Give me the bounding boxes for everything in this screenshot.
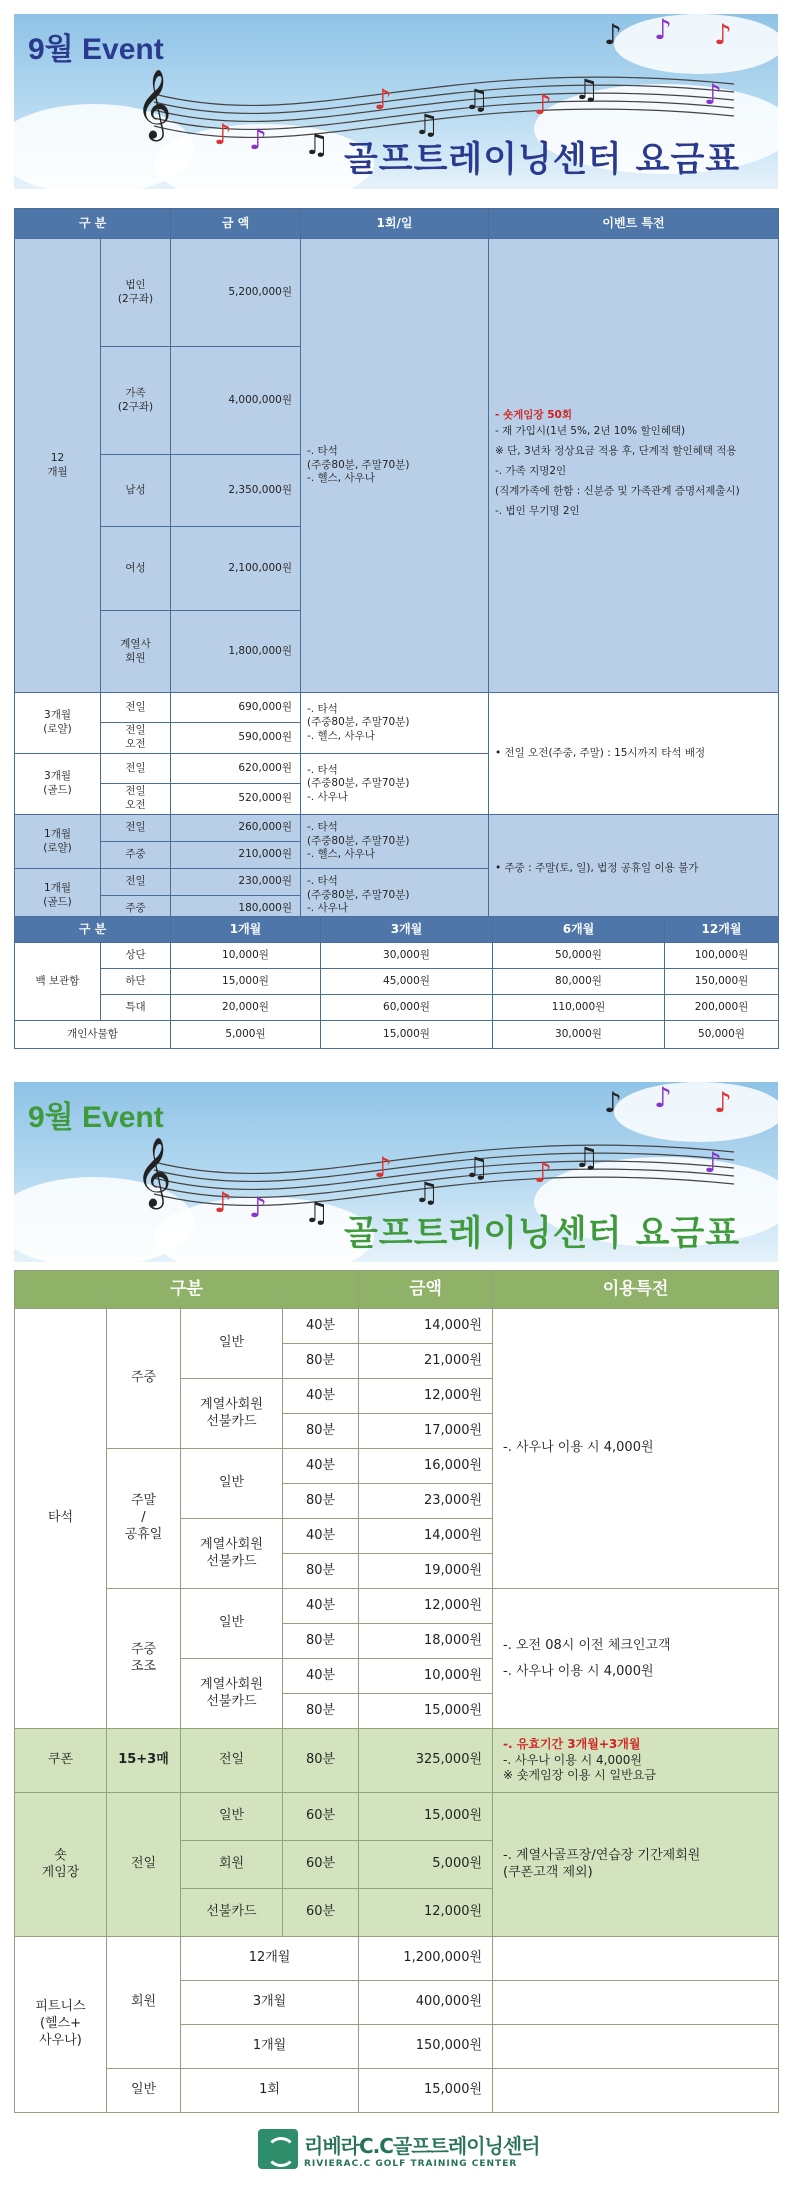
type-label: 전일 [101, 754, 171, 784]
period-1m-royal: 1개월 (로얄) [15, 815, 101, 869]
price: 17,000원 [359, 1414, 493, 1449]
price: 14,000원 [359, 1519, 493, 1554]
duration: 40분 [283, 1519, 359, 1554]
svg-text:♪: ♪ [374, 83, 392, 116]
type-label: 법인 (2구좌) [101, 239, 171, 347]
header-category: 구분 [15, 1271, 359, 1309]
price: 2,100,000원 [171, 527, 301, 611]
header-1m: 1개월 [171, 917, 321, 943]
price: 5,200,000원 [171, 239, 301, 347]
duration: 80분 [283, 1729, 359, 1793]
duration: 80분 [283, 1484, 359, 1519]
short-game-benefit: -. 계열사골프장/연습장 기간제회원 (쿠폰고객 제외) [493, 1793, 779, 1937]
golf-logo-icon [258, 2129, 298, 2169]
svg-text:♪: ♪ [714, 18, 732, 51]
fitness-general-label: 일반 [107, 2069, 181, 2113]
price: 19,000원 [359, 1554, 493, 1589]
fitness-period: 1회 [181, 2069, 359, 2113]
price: 23,000원 [359, 1484, 493, 1519]
svg-text:♫: ♫ [304, 1196, 330, 1229]
svg-text:♪: ♪ [604, 1086, 622, 1119]
price: 30,000원 [321, 943, 493, 969]
price: 260,000원 [171, 815, 301, 842]
event-label: 9월 Event [28, 1101, 164, 1134]
svg-text:♪: ♪ [704, 78, 722, 111]
type-label: 여성 [101, 527, 171, 611]
duration: 60분 [283, 1793, 359, 1841]
type-label: 가족 (2구좌) [101, 347, 171, 455]
locker-label: 개인사물함 [15, 1021, 171, 1049]
type-label: 주중 [101, 896, 171, 923]
svg-text:♫: ♫ [574, 1141, 600, 1174]
bag-type: 특대 [101, 995, 171, 1021]
type-label: 전일 오전 [101, 784, 171, 815]
price: 30,000원 [493, 1021, 665, 1049]
coupon-notes: -. 사우나 이용 시 4,000원 ※ 숏게임장 이용 시 일반요금 [503, 1752, 656, 1783]
svg-text:♪: ♪ [714, 1086, 732, 1119]
duration: 60분 [283, 1841, 359, 1889]
early-morning-label: 주중 조조 [107, 1589, 181, 1729]
empty-cell [493, 2025, 779, 2069]
type-label: 전일 오전 [101, 723, 171, 754]
empty-cell [493, 1937, 779, 1981]
price: 1,800,000원 [171, 611, 301, 693]
fitness-label: 피트니스 (헬스+ 사우나) [15, 1937, 107, 2113]
price: 80,000원 [493, 969, 665, 995]
svg-text:♫: ♫ [464, 1151, 490, 1184]
member-label: 계열사회원 선불카드 [181, 1379, 283, 1449]
price: 180,000원 [171, 896, 301, 923]
header-price: 금 액 [171, 209, 301, 239]
price: 4,000,000원 [171, 347, 301, 455]
member-label: 계열사회원 선불카드 [181, 1519, 283, 1589]
period-1m-gold: 1개월 (골드) [15, 869, 101, 923]
price: 50,000원 [493, 943, 665, 969]
price: 21,000원 [359, 1344, 493, 1379]
type-label: 주중 [101, 842, 171, 869]
banner-top [14, 14, 778, 189]
event-highlight: - 숏게임장 50회 [495, 408, 572, 421]
price: 15,000원 [171, 969, 321, 995]
price: 15,000원 [359, 2069, 493, 2113]
all-day-label: 전일 [107, 1793, 181, 1937]
event-weekday: • 주중 : 주말(토, 일), 법정 공휴일 이용 불가 [489, 815, 779, 923]
svg-text:𝄞: 𝄞 [136, 1137, 172, 1207]
coupon-count: 15+3매 [107, 1729, 181, 1793]
svg-text:♪: ♪ [534, 1156, 552, 1189]
svg-text:♪: ♪ [214, 1186, 232, 1219]
duration: 40분 [283, 1589, 359, 1624]
fitness-period: 12개월 [181, 1937, 359, 1981]
price: 5,000원 [171, 1021, 321, 1049]
banner-bottom [14, 1082, 778, 1262]
price: 15,000원 [359, 1694, 493, 1729]
usage-text: -. 타석 (주중80분, 주말70분) -. 헬스, 사우나 [301, 239, 489, 693]
price: 230,000원 [171, 869, 301, 896]
header-category: 구 분 [15, 209, 171, 239]
price: 2,350,000원 [171, 455, 301, 527]
price: 20,000원 [171, 995, 321, 1021]
fitness-period: 3개월 [181, 1981, 359, 2025]
price: 18,000원 [359, 1624, 493, 1659]
fitness-member-label: 회원 [107, 1937, 181, 2069]
usage-text: -. 타석 (주중80분, 주말70분) -. 헬스, 사우나 [301, 815, 489, 869]
coupon-label: 쿠폰 [15, 1729, 107, 1793]
duration: 80분 [283, 1554, 359, 1589]
member-label: 계열사회원 선불카드 [181, 1659, 283, 1729]
svg-text:♪: ♪ [249, 123, 267, 156]
svg-text:♪: ♪ [249, 1191, 267, 1224]
price: 60,000원 [321, 995, 493, 1021]
usage-text: -. 타석 (주중80분, 주말70분) -. 헬스, 사우나 [301, 693, 489, 754]
bag-storage-table [14, 916, 779, 1049]
price: 325,000원 [359, 1729, 493, 1793]
price: 400,000원 [359, 1981, 493, 2025]
membership-price-table [14, 208, 779, 923]
type-label: 남성 [101, 455, 171, 527]
price: 50,000원 [665, 1021, 779, 1049]
duration: 80분 [283, 1694, 359, 1729]
svg-text:♪: ♪ [704, 1146, 722, 1179]
price: 10,000원 [171, 943, 321, 969]
coupon-benefit [493, 1729, 779, 1793]
usage-price-table [14, 1270, 779, 2113]
duration: 60분 [283, 1889, 359, 1937]
header-6m: 6개월 [493, 917, 665, 943]
svg-text:♫: ♫ [574, 73, 600, 106]
price: 150,000원 [359, 2025, 493, 2069]
price: 110,000원 [493, 995, 665, 1021]
type-label: 회원 [181, 1841, 283, 1889]
price: 12,000원 [359, 1889, 493, 1937]
price: 590,000원 [171, 723, 301, 754]
weekday-label: 주중 [107, 1309, 181, 1449]
header-category: 구 분 [15, 917, 171, 943]
general-label: 일반 [181, 1309, 283, 1379]
weekend-label: 주말 / 공휴일 [107, 1449, 181, 1589]
general-label: 일반 [181, 1449, 283, 1519]
price: 10,000원 [359, 1659, 493, 1694]
coupon-validity: -. 유효기간 3개월+3개월 [503, 1737, 641, 1752]
svg-text:♪: ♪ [654, 1082, 672, 1114]
header-12m: 12개월 [665, 917, 779, 943]
bag-type: 하단 [101, 969, 171, 995]
svg-text:♫: ♫ [414, 1176, 440, 1209]
usage-text: -. 타석 (주중80분, 주말70분) -. 사우나 [301, 869, 489, 923]
coupon-type: 전일 [181, 1729, 283, 1793]
event-details: - 재 가입시(1년 5%, 2년 10% 할인혜택) ※ 단, 3년차 정상요금 적용 후, 단계적 할인혜택 적용 -. 가족 지명2인 (직계가족에 한함 : 신분증 및 가족관계 증명서제출시) -. 법인 무기명 2인 [495, 425, 740, 518]
empty-cell [493, 1981, 779, 2025]
svg-text:♪: ♪ [604, 18, 622, 51]
header-3m: 3개월 [321, 917, 493, 943]
svg-text:♪: ♪ [654, 14, 672, 46]
price: 200,000원 [665, 995, 779, 1021]
benefit-early: -. 오전 08시 이전 체크인고객 -. 사우나 이용 시 4,000원 [493, 1589, 779, 1729]
type-label: 전일 [101, 693, 171, 723]
fitness-period: 1개월 [181, 2025, 359, 2069]
svg-text:♫: ♫ [304, 128, 330, 161]
price: 100,000원 [665, 943, 779, 969]
price: 12,000원 [359, 1379, 493, 1414]
price: 520,000원 [171, 784, 301, 815]
svg-text:♫: ♫ [464, 83, 490, 116]
header-event: 이벤트 특전 [489, 209, 779, 239]
event-morning: • 전일 오전(주중, 주말) : 15시까지 타석 배정 [489, 693, 779, 815]
svg-text:♪: ♪ [214, 118, 232, 151]
bag-storage-label: 백 보관함 [15, 943, 101, 1021]
price: 1,200,000원 [359, 1937, 493, 1981]
page-title: 골프트레이닝센터 요금표 [344, 140, 741, 180]
price: 15,000원 [359, 1793, 493, 1841]
price: 5,000원 [359, 1841, 493, 1889]
price: 14,000원 [359, 1309, 493, 1344]
svg-text:♪: ♪ [374, 1151, 392, 1184]
type-label: 전일 [101, 815, 171, 842]
general-label: 일반 [181, 1589, 283, 1659]
benefit-sauna: -. 사우나 이용 시 4,000원 [493, 1309, 779, 1589]
svg-text:♪: ♪ [534, 88, 552, 121]
type-label: 전일 [101, 869, 171, 896]
type-label: 선불카드 [181, 1889, 283, 1937]
price: 210,000원 [171, 842, 301, 869]
price: 150,000원 [665, 969, 779, 995]
price: 12,000원 [359, 1589, 493, 1624]
duration: 40분 [283, 1449, 359, 1484]
center-name-english: RIVIERAC.C GOLF TRAINING CENTER [304, 2158, 518, 2169]
event-label: 9월 Event [28, 33, 164, 66]
duration: 40분 [283, 1309, 359, 1344]
duration: 40분 [283, 1659, 359, 1694]
price: 45,000원 [321, 969, 493, 995]
bay-label: 타석 [15, 1309, 107, 1729]
header-usage: 1회/일 [301, 209, 489, 239]
page-title: 골프트레이닝센터 요금표 [344, 1214, 741, 1254]
price: 690,000원 [171, 693, 301, 723]
price: 15,000원 [321, 1021, 493, 1049]
duration: 80분 [283, 1624, 359, 1659]
svg-text:♫: ♫ [414, 108, 440, 141]
header-benefit: 이용특전 [493, 1271, 779, 1309]
type-label: 계열사 회원 [101, 611, 171, 693]
event-benefits [489, 239, 779, 693]
bag-type: 상단 [101, 943, 171, 969]
period-3m-gold: 3개월 (골드) [15, 754, 101, 815]
usage-text: -. 타석 (주중80분, 주말70분) -. 사우나 [301, 754, 489, 815]
type-label: 일반 [181, 1793, 283, 1841]
duration: 80분 [283, 1414, 359, 1449]
period-12m: 12 개월 [15, 239, 101, 693]
price: 620,000원 [171, 754, 301, 784]
price: 16,000원 [359, 1449, 493, 1484]
header-price: 금액 [359, 1271, 493, 1309]
period-3m-royal: 3개월 (로얄) [15, 693, 101, 754]
short-game-label: 숏 게임장 [15, 1793, 107, 1937]
duration: 40분 [283, 1379, 359, 1414]
empty-cell [493, 2069, 779, 2113]
center-name: 리베라C.C골프트레이닝센터 [304, 2133, 540, 2158]
footer-logo [258, 2124, 539, 2174]
duration: 80분 [283, 1344, 359, 1379]
svg-text:𝄞: 𝄞 [136, 69, 172, 139]
